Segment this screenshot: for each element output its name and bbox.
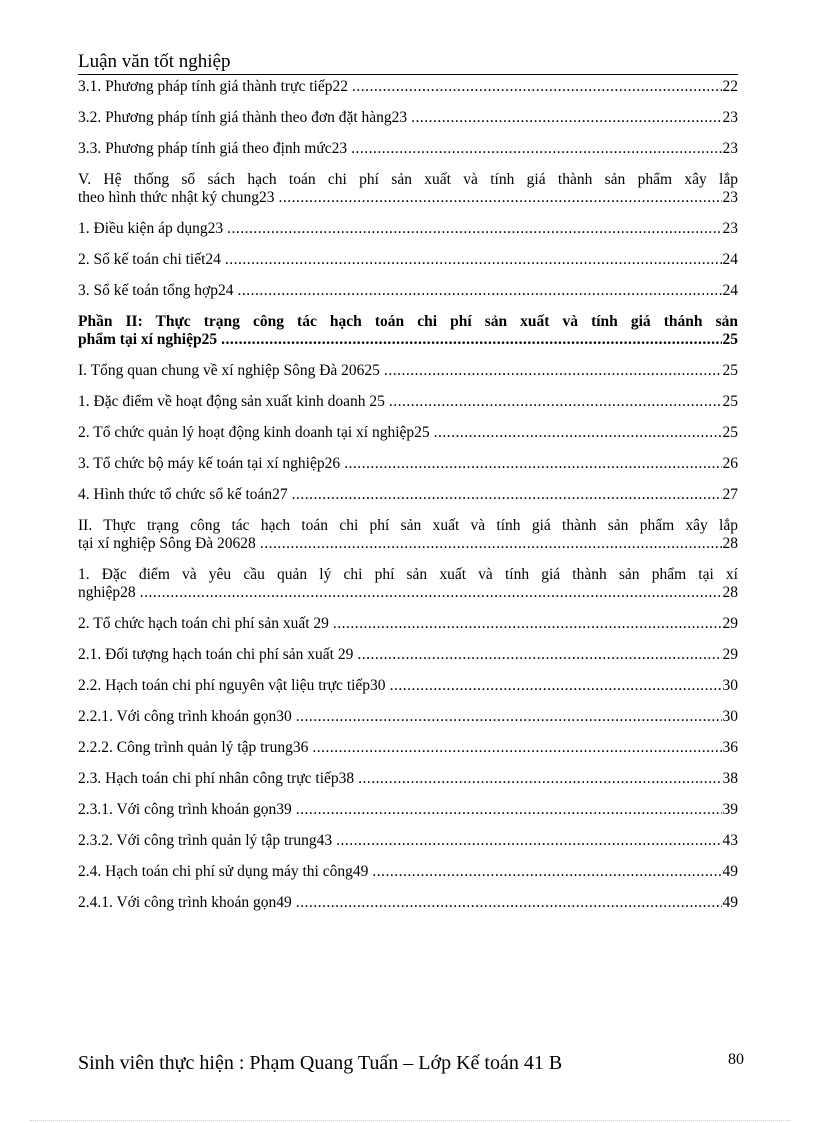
toc-entry-title: 2.2. Hạch toán chi phí nguyên vật liệu trực tiếp30 — [78, 677, 386, 694]
toc-entry-page: 25 — [722, 424, 738, 441]
toc-entry-text-line: Phần II: Thực trạng công tác hạch toán chi phí sản xuất và tính giá thánh sản — [78, 313, 738, 330]
table-of-contents — [78, 78, 738, 925]
toc-entry-page: 49 — [722, 894, 738, 911]
page-header — [78, 50, 738, 75]
dot-leader — [296, 801, 722, 819]
toc-entry-row — [78, 282, 738, 300]
toc-entry-row — [78, 486, 738, 504]
toc-entry-page: 29 — [722, 615, 738, 632]
toc-entry-title: 3. Tổ chức bộ máy kế toán tại xí nghiệp26 — [78, 455, 341, 472]
dot-leader — [351, 140, 721, 158]
toc-entry-title: phẩm tại xí nghiệp25 — [78, 331, 218, 348]
toc-entry — [78, 646, 738, 664]
toc-entry-row — [78, 863, 738, 881]
toc-entry — [78, 677, 738, 695]
toc-entry-row — [78, 770, 738, 788]
toc-entry — [78, 140, 738, 158]
toc-entry-page: 24 — [722, 282, 738, 299]
toc-entry — [78, 894, 738, 912]
toc-entry-title: 3. Sổ kế toán tổng hợp24 — [78, 282, 234, 299]
toc-entry-row — [78, 535, 738, 553]
toc-entry-page: 30 — [722, 708, 738, 725]
dot-leader — [434, 424, 722, 442]
toc-entry-page: 23 — [722, 220, 738, 237]
header-title: Luận văn tốt nghiệp — [78, 51, 231, 72]
toc-entry-text-line: V. Hệ thống sổ sách hạch toán chi phí sản xuất và tính giá thành sản phẩm xây lắp — [78, 171, 738, 188]
toc-entry-page: 49 — [722, 863, 738, 880]
toc-entry — [78, 832, 738, 850]
toc-entry — [78, 770, 738, 788]
toc-entry — [78, 566, 738, 602]
toc-entry-row — [78, 739, 738, 757]
toc-entry-row — [78, 189, 738, 207]
toc-entry-page: 39 — [722, 801, 738, 818]
toc-entry-row — [78, 708, 738, 726]
toc-entry-page: 23 — [722, 189, 738, 206]
toc-entry — [78, 251, 738, 269]
toc-entry-title: 3.1. Phương pháp tính giá thành trực tiếp22 — [78, 78, 348, 95]
toc-entry-page: 23 — [722, 140, 738, 157]
toc-entry-title: 3.3. Phương pháp tính giá theo định mức23 — [78, 140, 348, 157]
dot-leader — [227, 220, 721, 238]
toc-entry-page: 23 — [722, 109, 738, 126]
toc-entry-row — [78, 615, 738, 633]
toc-entry — [78, 517, 738, 553]
toc-entry-row — [78, 140, 738, 158]
toc-entry-text-line: II. Thực trạng công tác hạch toán chi phí sản xuất và tính giá thành sản phẩm xây lắp — [78, 517, 738, 534]
toc-entry-row — [78, 894, 738, 912]
toc-entry-title: tại xí nghiệp Sông Đà 20628 — [78, 535, 256, 552]
page-number: 80 — [728, 1051, 744, 1068]
dot-leader — [390, 677, 722, 695]
toc-entry-row — [78, 801, 738, 819]
toc-entry-page: 27 — [722, 486, 738, 503]
toc-entry-title: 1. Điều kiện áp dụng23 — [78, 220, 224, 237]
toc-entry-title: 4. Hình thức tổ chức sổ kế toán27 — [78, 486, 288, 503]
dot-leader — [279, 189, 722, 207]
toc-entry — [78, 708, 738, 726]
toc-entry-title: 2. Tổ chức quản lý hoạt động kinh doanh tại xí nghiệp25 — [78, 424, 430, 441]
toc-entry-title: nghiệp28 — [78, 584, 136, 601]
toc-entry — [78, 220, 738, 238]
toc-entry — [78, 486, 738, 504]
toc-entry-title: 2.4. Hạch toán chi phí sử dụng máy thi công49 — [78, 863, 369, 880]
toc-entry-title: 3.2. Phương pháp tính giá thành theo đơn đặt hàng23 — [78, 109, 408, 126]
toc-entry-title: 2.2.2. Công trình quản lý tập trung36 — [78, 739, 309, 756]
dot-leader — [358, 770, 721, 788]
toc-entry — [78, 78, 738, 96]
dot-leader — [357, 646, 721, 664]
toc-entry-row — [78, 362, 738, 380]
dot-leader — [225, 251, 722, 269]
dot-leader — [411, 109, 721, 127]
toc-entry-title: 2.2.1. Với công trình khoán gọn30 — [78, 708, 292, 725]
dot-leader — [336, 832, 721, 850]
toc-entry-page: 25 — [722, 393, 738, 410]
dot-leader — [384, 362, 722, 380]
toc-entry-page: 24 — [722, 251, 738, 268]
toc-entry-title: theo hình thức nhật ký chung23 — [78, 189, 275, 206]
dot-leader — [312, 739, 721, 757]
toc-entry — [78, 282, 738, 300]
toc-entry-page: 26 — [722, 455, 738, 472]
toc-entry-title: 2.1. Đối tượng hạch toán chi phí sản xuất 29 — [78, 646, 354, 663]
toc-entry — [78, 171, 738, 207]
dot-leader — [292, 486, 722, 504]
dot-leader — [140, 584, 722, 602]
toc-entry-row — [78, 109, 738, 127]
toc-entry — [78, 313, 738, 349]
page-edge-divider — [30, 1120, 790, 1121]
toc-entry-title: I. Tổng quan chung về xí nghiệp Sông Đà 20625 — [78, 362, 380, 379]
dot-leader — [333, 615, 722, 633]
toc-entry-page: 43 — [722, 832, 738, 849]
toc-entry — [78, 109, 738, 127]
toc-entry-title: 2.3.1. Với công trình khoán gọn39 — [78, 801, 292, 818]
toc-entry-page: 22 — [722, 78, 738, 95]
toc-entry-title: 2. Sổ kế toán chi tiết24 — [78, 251, 221, 268]
toc-entry-title: 2.4.1. Với công trình khoán gọn49 — [78, 894, 292, 911]
toc-entry-row — [78, 331, 738, 349]
toc-entry-page: 25 — [722, 331, 738, 348]
toc-entry — [78, 424, 738, 442]
dot-leader — [389, 393, 722, 411]
toc-entry-row — [78, 220, 738, 238]
toc-entry-title: 2.3. Hạch toán chi phí nhân công trực tiếp38 — [78, 770, 355, 787]
toc-entry-row — [78, 584, 738, 602]
toc-entry-row — [78, 251, 738, 269]
toc-entry — [78, 863, 738, 881]
toc-entry — [78, 455, 738, 473]
toc-entry — [78, 393, 738, 411]
footer-author: Sinh viên thực hiện : Phạm Quang Tuấn – Lớp Kế toán 41 B — [78, 1052, 563, 1074]
toc-entry-row — [78, 393, 738, 411]
toc-entry-text-line: 1. Đặc điểm và yêu cầu quản lý chi phí sản xuất và tính giá thành sản phẩm tại xí — [78, 566, 738, 583]
toc-entry-title: 2.3.2. Với công trình quản lý tập trung43 — [78, 832, 333, 849]
toc-entry-page: 28 — [722, 584, 738, 601]
toc-entry — [78, 615, 738, 633]
toc-entry — [78, 801, 738, 819]
toc-entry-page: 36 — [722, 739, 738, 756]
toc-entry — [78, 362, 738, 380]
toc-entry-title: 1. Đặc điểm về hoạt động sản xuất kinh doanh 25 — [78, 393, 385, 410]
toc-entry-row — [78, 455, 738, 473]
toc-entry-page: 25 — [722, 362, 738, 379]
dot-leader — [221, 331, 721, 349]
dot-leader — [344, 455, 721, 473]
dot-leader — [296, 894, 722, 912]
toc-entry-row — [78, 646, 738, 664]
toc-entry-title: 2. Tổ chức hạch toán chi phí sản xuất 29 — [78, 615, 329, 632]
toc-entry-page: 30 — [722, 677, 738, 694]
toc-entry-row — [78, 832, 738, 850]
toc-entry-row — [78, 424, 738, 442]
dot-leader — [260, 535, 722, 553]
toc-entry-row — [78, 78, 738, 96]
toc-entry-page: 29 — [722, 646, 738, 663]
dot-leader — [372, 863, 721, 881]
toc-entry-page: 38 — [722, 770, 738, 787]
toc-entry-page: 28 — [722, 535, 738, 552]
toc-entry — [78, 739, 738, 757]
dot-leader — [237, 282, 721, 300]
toc-entry-row — [78, 677, 738, 695]
dot-leader — [296, 708, 722, 726]
dot-leader — [352, 78, 722, 96]
